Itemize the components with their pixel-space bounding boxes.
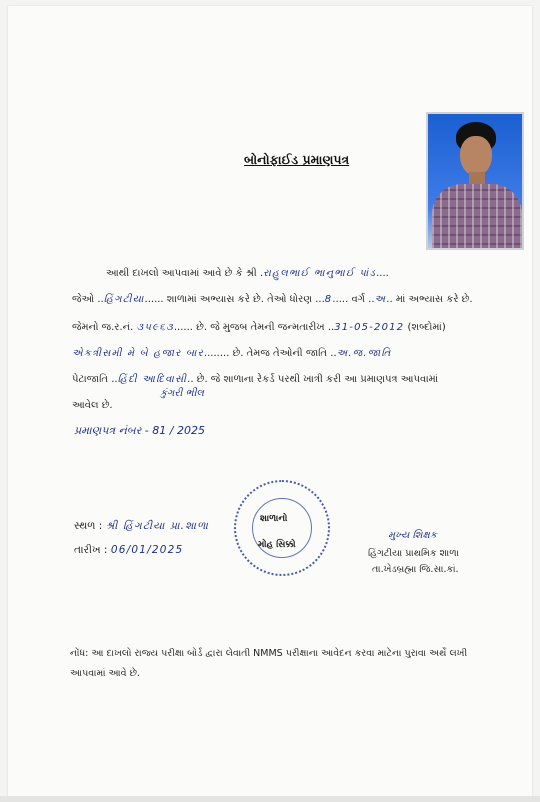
school-name-line: હિંગટીયા પ્રાથમિક શાળા — [368, 548, 459, 559]
register-number: ૩૫૯૬૩ — [136, 322, 174, 333]
stamp-top-label: શાળાનો — [260, 514, 288, 524]
caste-value: અ.જ.જાતિ — [336, 348, 392, 359]
date-value: 06/01/2025 — [110, 544, 184, 556]
certificate-number: પ્રમાણપત્ર નંબર - 81 / 2025 — [74, 424, 205, 437]
standard-value: 8 — [324, 294, 333, 305]
school-address-line: તા.ખેડબ્રહ્મા જિ.સા.કાં. — [372, 564, 459, 575]
subcaste-note: કુંગરી ભીલ — [160, 388, 204, 399]
note-line-2: આપવામાં આવે છે. — [70, 668, 140, 679]
certificate-sheet — [8, 6, 532, 798]
student-name: રાહુલભાઈ ભાનુભાઈ પાંડ — [263, 268, 377, 279]
school-stamp — [234, 480, 330, 576]
principal-signature: મુખ્ય શિક્ષક — [388, 530, 437, 541]
line-2: જેઓ ..હિંગટીયા...... શાળામાં અભ્યાસ કરે છે. તેઓ ધોરણ ...8..... વર્ગ ..અ.. માં અભ્યાસ કરે છે. — [72, 294, 473, 305]
note-line-1: નોંધ: આ દાખલો રાજ્ય પરીક્ષા બોર્ડ દ્વારા લેવાતી NMMS પરીક્ષાના આવેદન કરવા માટેના પુરાવા અર્થે લખી — [70, 648, 468, 659]
division-value: અ — [374, 294, 387, 305]
stamp-bottom-label: મોહ સિક્કો — [258, 540, 296, 550]
page-edge — [0, 796, 540, 802]
line-4: એકત્રીસમી મે બે હજાર બાર........ છે. તેમજ તેઓની જાતિ ..અ.જ.જાતિ — [72, 348, 392, 359]
date-row: તારીખ : 06/01/2025 — [74, 544, 184, 556]
line-3: જેમનો જ.ર.નં. ૩૫૯૬૩...... છે. જે મુજબ તેમની જન્મતારીખ ..31-05-2012 (શબ્દોમાં) — [72, 322, 446, 333]
dob-value: 31-05-2012 — [334, 322, 405, 333]
place-value: શ્રી હિંગટીયા પ્રા.શાળા — [105, 520, 210, 532]
school-name: હિંગટીયા — [103, 294, 145, 305]
dob-in-words: એકત્રીસમી મે બે હજાર બાર — [72, 348, 204, 359]
line-6: આવેલ છે. — [72, 400, 113, 411]
line-5: પેટાજાતિ ..હિંદી આદિવાસી.. છે. જે શાળાના રેકર્ડ પરથી ખાત્રી કરી આ પ્રમાણપત્ર આપવામાં — [72, 374, 439, 385]
subcaste-value: હિંદી આદિવાસી — [117, 374, 188, 385]
certificate-title: બોનોફાઈડ પ્રમાણપત્ર — [244, 152, 350, 167]
place-row: સ્થળ : શ્રી હિંગટીયા પ્રા.શાળા — [74, 520, 210, 532]
line-1: આથી દાખલો આપવામાં આવે છે કે શ્રી .રાહુલભાઈ ભાનુભાઈ પાંડ.... — [106, 268, 389, 279]
student-photo — [426, 112, 524, 250]
